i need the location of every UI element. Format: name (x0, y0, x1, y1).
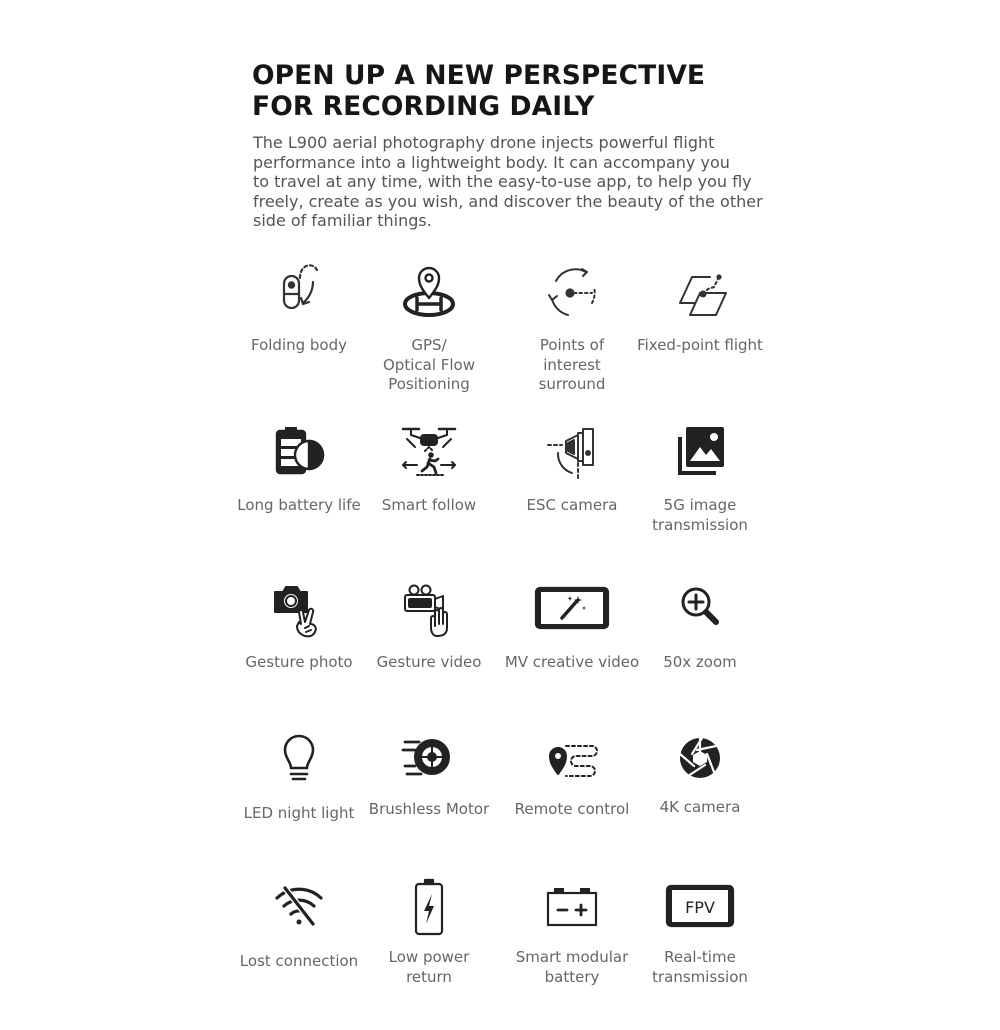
feature-smart-follow (354, 418, 504, 568)
feature-gps (354, 258, 504, 408)
feature-label: Points of interest surround (538, 336, 606, 393)
feature-label: Brushless Motor (368, 800, 490, 818)
intro-line-2: performance into a lightweight body. It can accompany you (253, 152, 730, 172)
feature-long-battery-life (224, 418, 374, 568)
feature-lost-connection (224, 880, 374, 1030)
fixed-point-map-icon (670, 263, 730, 323)
zoom-in-icon (670, 582, 730, 642)
feature-label: Lost connection (239, 952, 359, 970)
camera-aperture-icon (670, 732, 730, 792)
feature-label: 4K camera (659, 798, 741, 816)
feature-label: Gesture video (376, 653, 482, 671)
feature-5g-image-transmission (625, 418, 775, 568)
feature-real-time-transmission (625, 880, 775, 1030)
orbit-target-icon (542, 263, 602, 323)
gps-location-icon (399, 258, 459, 318)
brushless-motor-icon (399, 732, 459, 792)
car-battery-icon (542, 880, 602, 940)
intro-line-1: The L900 aerial photography drone injects powerful flight (253, 133, 715, 152)
route-remote-icon (542, 732, 602, 792)
light-bulb-icon (269, 732, 329, 792)
camera-peace-hand-icon (269, 582, 329, 642)
feature-label: Remote control (514, 800, 630, 818)
feature-label: Long battery life (237, 496, 361, 514)
feature-label: MV creative video (504, 653, 640, 671)
feature-gesture-video (354, 577, 504, 727)
feature-folding-body (224, 258, 374, 408)
feature-low-power-return (354, 880, 504, 1030)
fpv-phone-icon (670, 880, 730, 940)
feature-50x-zoom (625, 577, 775, 727)
feature-label: 50x zoom (663, 653, 737, 671)
feature-label: Gesture photo (245, 653, 353, 671)
image-gallery-icon (670, 423, 730, 483)
feature-brushless-motor (354, 732, 504, 882)
low-battery-bolt-icon (399, 880, 459, 940)
feature-label: Real-time transmission (652, 948, 748, 986)
svg-text:FPV: FPV (685, 898, 715, 917)
feature-label: Low power return (388, 948, 470, 986)
feature-label: ESC camera (526, 496, 618, 514)
headline (252, 60, 772, 122)
feature-gesture-photo (224, 577, 374, 727)
magic-wand-phone-icon (542, 582, 602, 642)
feature-label: GPS/ Optical Flow Positioning (383, 336, 475, 393)
feature-label: Smart modular battery (515, 948, 629, 986)
headline-line-2: FOR RECORDING DAILY (252, 91, 595, 122)
intro-line-3: to travel at any time, with the easy-to-use app, to help you fly (253, 172, 752, 192)
feature-4k-camera (625, 732, 775, 882)
gimbal-camera-icon (542, 423, 602, 483)
feature-label: Fixed-point flight (637, 336, 763, 354)
folding-body-icon (269, 258, 329, 318)
feature-label: Folding body (250, 336, 348, 354)
feature-led-night-light (224, 732, 374, 882)
headline-line-1: OPEN UP A NEW PERSPECTIVE (252, 60, 706, 91)
feature-fixed-point-flight (625, 258, 775, 408)
drone-follow-icon (399, 423, 459, 483)
wifi-off-icon (269, 880, 329, 940)
video-camera-palm-icon (399, 582, 459, 642)
intro-paragraph (253, 133, 763, 231)
intro-line-4: freely, create as you wish, and discover the beauty of the other (253, 191, 763, 211)
battery-clock-icon (269, 423, 329, 483)
intro-line-5: side of familiar things. (253, 211, 432, 231)
feature-label: LED night light (243, 804, 355, 822)
feature-label: 5G image transmission (652, 496, 748, 534)
feature-label: Smart follow (381, 496, 477, 514)
